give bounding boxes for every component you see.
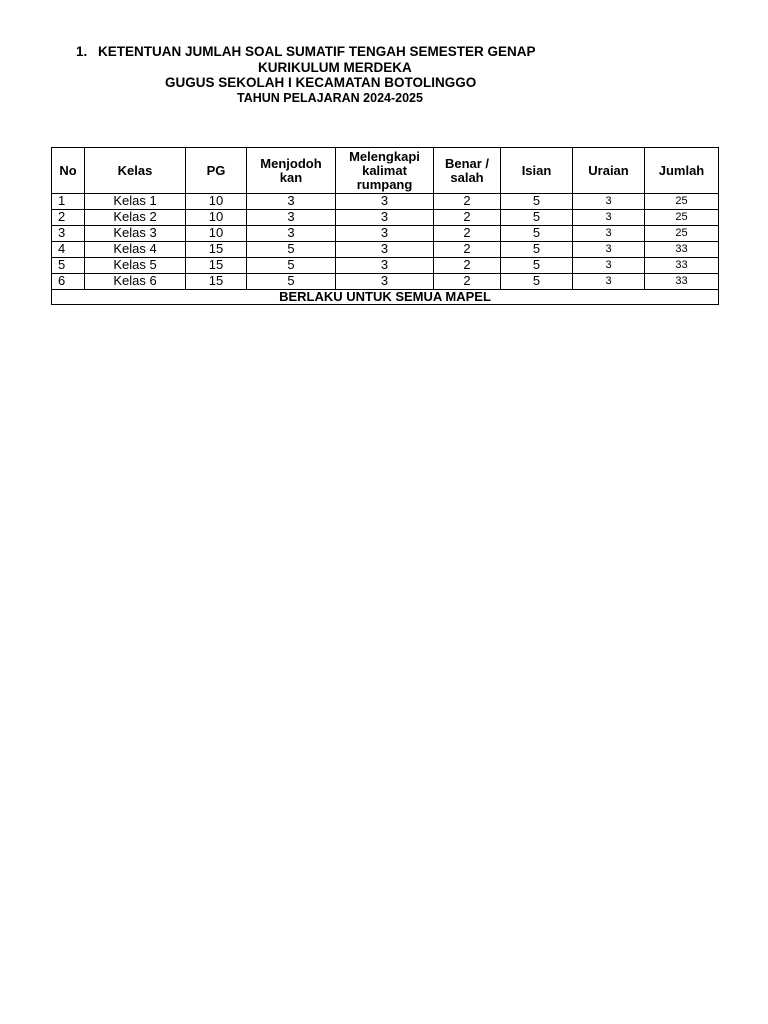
cell-no: 1 — [52, 194, 85, 210]
cell-no: 5 — [52, 258, 85, 274]
cell-kelas: Kelas 2 — [85, 210, 186, 226]
cell-no: 6 — [52, 274, 85, 290]
cell-melengkapi: 3 — [336, 210, 434, 226]
cell-melengkapi: 3 — [336, 258, 434, 274]
cell-uraian: 3 — [573, 258, 645, 274]
cell-uraian: 3 — [573, 274, 645, 290]
cell-melengkapi: 3 — [336, 226, 434, 242]
cell-isian: 5 — [501, 226, 573, 242]
cell-benar-salah: 2 — [434, 194, 501, 210]
header-melengkapi — [336, 148, 434, 194]
header-isian: Isian — [501, 148, 573, 194]
cell-menjodohkan: 3 — [247, 194, 336, 210]
cell-benar-salah: 2 — [434, 226, 501, 242]
header-no: No — [52, 148, 85, 194]
cell-isian: 5 — [501, 242, 573, 258]
cell-isian: 5 — [501, 274, 573, 290]
table-row — [52, 194, 719, 210]
heading-line-4: TAHUN PELAJARAN 2024-2025 — [237, 91, 423, 105]
cell-pg: 10 — [186, 210, 247, 226]
header-melengkapi-line-3: rumpang — [356, 176, 413, 192]
table-row — [52, 210, 719, 226]
cell-uraian: 3 — [573, 210, 645, 226]
cell-pg: 10 — [186, 194, 247, 210]
cell-uraian: 3 — [573, 194, 645, 210]
heading-title: KETENTUAN JUMLAH SOAL SUMATIF TENGAH SEMESTER GENAP — [98, 44, 536, 59]
header-benar-line-1: Benar / — [444, 155, 490, 171]
question-count-table — [51, 147, 719, 305]
header-menjodohkan — [247, 148, 336, 194]
cell-menjodohkan: 3 — [247, 210, 336, 226]
cell-jumlah: 33 — [645, 258, 719, 274]
cell-benar-salah: 2 — [434, 210, 501, 226]
cell-isian: 5 — [501, 210, 573, 226]
cell-melengkapi: 3 — [336, 194, 434, 210]
header-melengkapi-line-1: Melengkapi — [349, 148, 420, 164]
cell-benar-salah: 2 — [434, 258, 501, 274]
cell-menjodohkan: 3 — [247, 226, 336, 242]
cell-kelas: Kelas 6 — [85, 274, 186, 290]
table-row — [52, 242, 719, 258]
heading-line-1 — [76, 44, 536, 60]
cell-pg: 15 — [186, 242, 247, 258]
cell-kelas: Kelas 4 — [85, 242, 186, 258]
cell-jumlah: 25 — [645, 210, 719, 226]
cell-jumlah: 25 — [645, 226, 719, 242]
cell-menjodohkan: 5 — [247, 242, 336, 258]
cell-jumlah: 33 — [645, 242, 719, 258]
cell-melengkapi: 3 — [336, 242, 434, 258]
cell-menjodohkan: 5 — [247, 274, 336, 290]
cell-pg: 15 — [186, 274, 247, 290]
table-row — [52, 274, 719, 290]
heading-number: 1. — [76, 44, 88, 59]
cell-benar-salah: 2 — [434, 242, 501, 258]
cell-no: 4 — [52, 242, 85, 258]
cell-benar-salah: 2 — [434, 274, 501, 290]
cell-isian: 5 — [501, 194, 573, 210]
table-footer-row — [52, 290, 719, 305]
cell-menjodohkan: 5 — [247, 258, 336, 274]
header-pg: PG — [186, 148, 247, 194]
cell-melengkapi: 3 — [336, 274, 434, 290]
header-menjodohkan-line-2: kan — [279, 169, 303, 185]
table-row — [52, 226, 719, 242]
cell-pg: 15 — [186, 258, 247, 274]
cell-uraian: 3 — [573, 242, 645, 258]
heading-line-3: GUGUS SEKOLAH I KECAMATAN BOTOLINGGO — [165, 75, 477, 90]
header-menjodohkan-line-1: Menjodoh — [260, 155, 322, 171]
table-row — [52, 258, 719, 274]
cell-no: 2 — [52, 210, 85, 226]
cell-kelas: Kelas 3 — [85, 226, 186, 242]
cell-kelas: Kelas 5 — [85, 258, 186, 274]
header-melengkapi-line-2: kalimat — [362, 162, 407, 178]
heading-line-2: KURIKULUM MERDEKA — [258, 60, 412, 75]
cell-jumlah: 33 — [645, 274, 719, 290]
cell-kelas: Kelas 1 — [85, 194, 186, 210]
cell-pg: 10 — [186, 226, 247, 242]
header-benar-salah — [434, 148, 501, 194]
cell-isian: 5 — [501, 258, 573, 274]
header-benar-line-2: salah — [450, 169, 484, 185]
table-footer-note: BERLAKU UNTUK SEMUA MAPEL — [52, 290, 719, 305]
cell-uraian: 3 — [573, 226, 645, 242]
header-kelas: Kelas — [85, 148, 186, 194]
table-header-row — [52, 148, 719, 194]
cell-no: 3 — [52, 226, 85, 242]
header-uraian: Uraian — [573, 148, 645, 194]
cell-jumlah: 25 — [645, 194, 719, 210]
header-jumlah: Jumlah — [645, 148, 719, 194]
